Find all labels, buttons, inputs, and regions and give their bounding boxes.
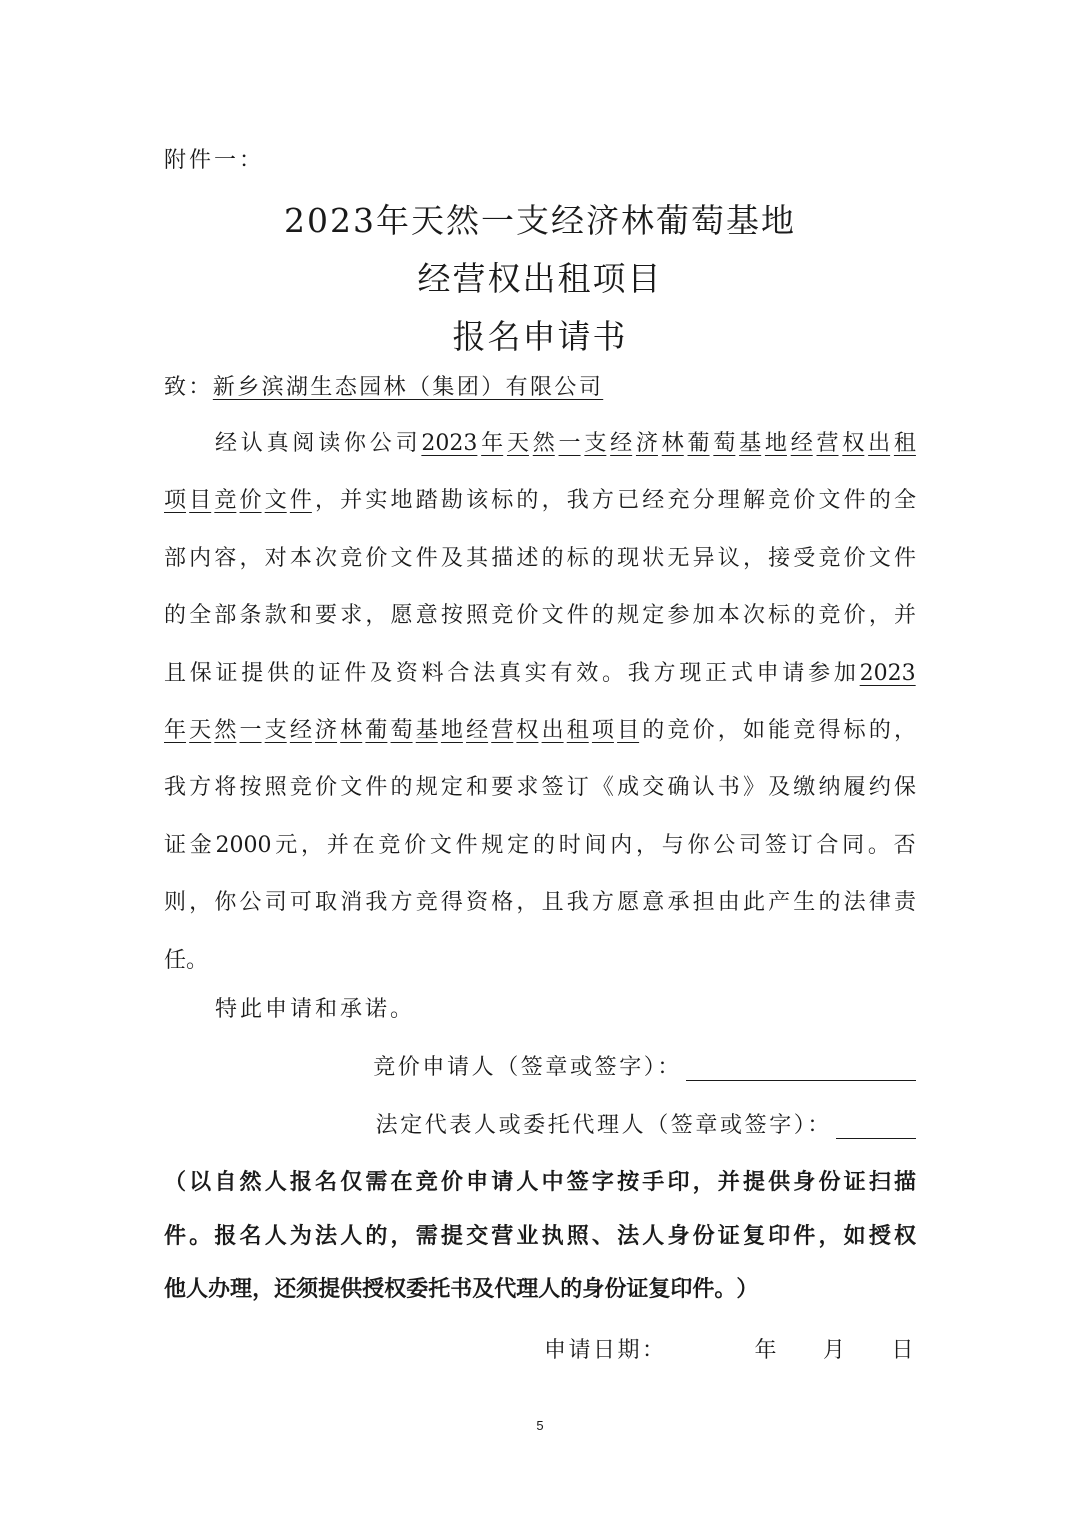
registration-note: [164, 1163, 916, 1324]
body-line: 项 目 竞 价 文 件 ， 并 实 地 踏 勘 该 标 的 ， 我 方 已 经 充 分 理 解 竞 价 文 件 的 全: [164, 488, 916, 514]
application-date: [544, 1333, 916, 1364]
addressee-prefix: 致：: [164, 375, 213, 400]
page-number: 5: [536, 1418, 544, 1433]
addressee-line: [164, 370, 603, 401]
note-line: 他 人 办 理 ， 还 须 提 供 授 权 委 托 书 及 代 理 人 的 身 份 证 复 印 件 。 ）: [164, 1276, 759, 1302]
date-year-blank[interactable]: [666, 1333, 754, 1364]
date-month-blank[interactable]: [779, 1333, 823, 1364]
representative-signature-blank[interactable]: [836, 1112, 916, 1139]
closing-statement: 特此申请和承诺。: [215, 997, 416, 1022]
representative-signature-line: [376, 1108, 916, 1139]
date-year: 年: [754, 1338, 779, 1363]
body-line: 的 全 部 条 款 和 要 求 ， 愿 意 按 照 竞 价 文 件 的 规 定 参 加 本 次 标 的 竞 价 ， 并: [164, 603, 916, 629]
body-paragraph: [164, 425, 916, 999]
title-line-3: 报名申请书: [452, 317, 628, 356]
representative-signature-label: 法定代表人或委托代理人（签章或签字）：: [375, 1113, 832, 1138]
date-day-blank[interactable]: [847, 1333, 891, 1364]
body-line: 证 金 2000 元 ， 并 在 竞 价 文 件 规 定 的 时 间 内 ， 与 你 公 司 签 订 合 同 。 否: [164, 832, 916, 858]
body-line: 任 。: [164, 947, 209, 973]
date-label: 申请日期：: [543, 1338, 667, 1363]
body-line: 且 保 证 提 供 的 证 件 及 资 料 合 法 真 实 有 效 。 我 方 现 正 式 申 请 参 加 2023: [164, 660, 916, 686]
date-month: 月: [822, 1338, 848, 1363]
body-line: 我 方 将 按 照 竞 价 文 件 的 规 定 和 要 求 签 订 《 成 交 确 认 书 》 及 缴 纳 履 约 保: [164, 775, 916, 801]
body-line: 则 ， 你 公 司 可 取 消 我 方 竞 得 资 格 ， 且 我 方 愿 意 承 担 由 此 产 生 的 法 律 责: [164, 890, 916, 916]
body-line: 年 天 然 一 支 经 济 林 葡 萄 基 地 经 营 权 出 租 项 目 的 竞 价 ， 如 能 竞 得 标 的 ，: [164, 717, 916, 743]
body-line: 经 认 真 阅 读 你 公 司 2023 年 天 然 一 支 经 济 林 葡 萄 基 地 经 营 权 出 租: [215, 431, 916, 456]
title-line-1: 2023年天然一支经济林葡萄基地: [284, 201, 796, 240]
addressee-name: 新乡滨湖生态园林（集团）有限公司: [212, 375, 604, 400]
annex-label: 附件一：: [164, 148, 265, 173]
applicant-signature-blank[interactable]: [686, 1054, 916, 1081]
note-line: （ 以 自 然 人 报 名 仅 需 在 竞 价 申 请 人 中 签 字 按 手 印 ， 并 提 供 身 份 证 扫 描: [164, 1169, 916, 1195]
applicant-signature-line: [373, 1050, 916, 1081]
note-line: 件 。 报 名 人 为 法 人 的 ， 需 提 交 营 业 执 照 、 法 人 身 份 证 复 印 件 ， 如 授 权: [164, 1222, 916, 1249]
title-line-2: 经营权出租项目: [417, 259, 663, 298]
date-day: 日: [891, 1338, 916, 1363]
body-line: 部 内 容 ， 对 本 次 竞 价 文 件 及 其 描 述 的 标 的 现 状 无 异 议 ， 接 受 竞 价 文 件: [164, 545, 916, 571]
applicant-signature-label: 竞价申请人（签章或签字）：: [373, 1055, 682, 1080]
